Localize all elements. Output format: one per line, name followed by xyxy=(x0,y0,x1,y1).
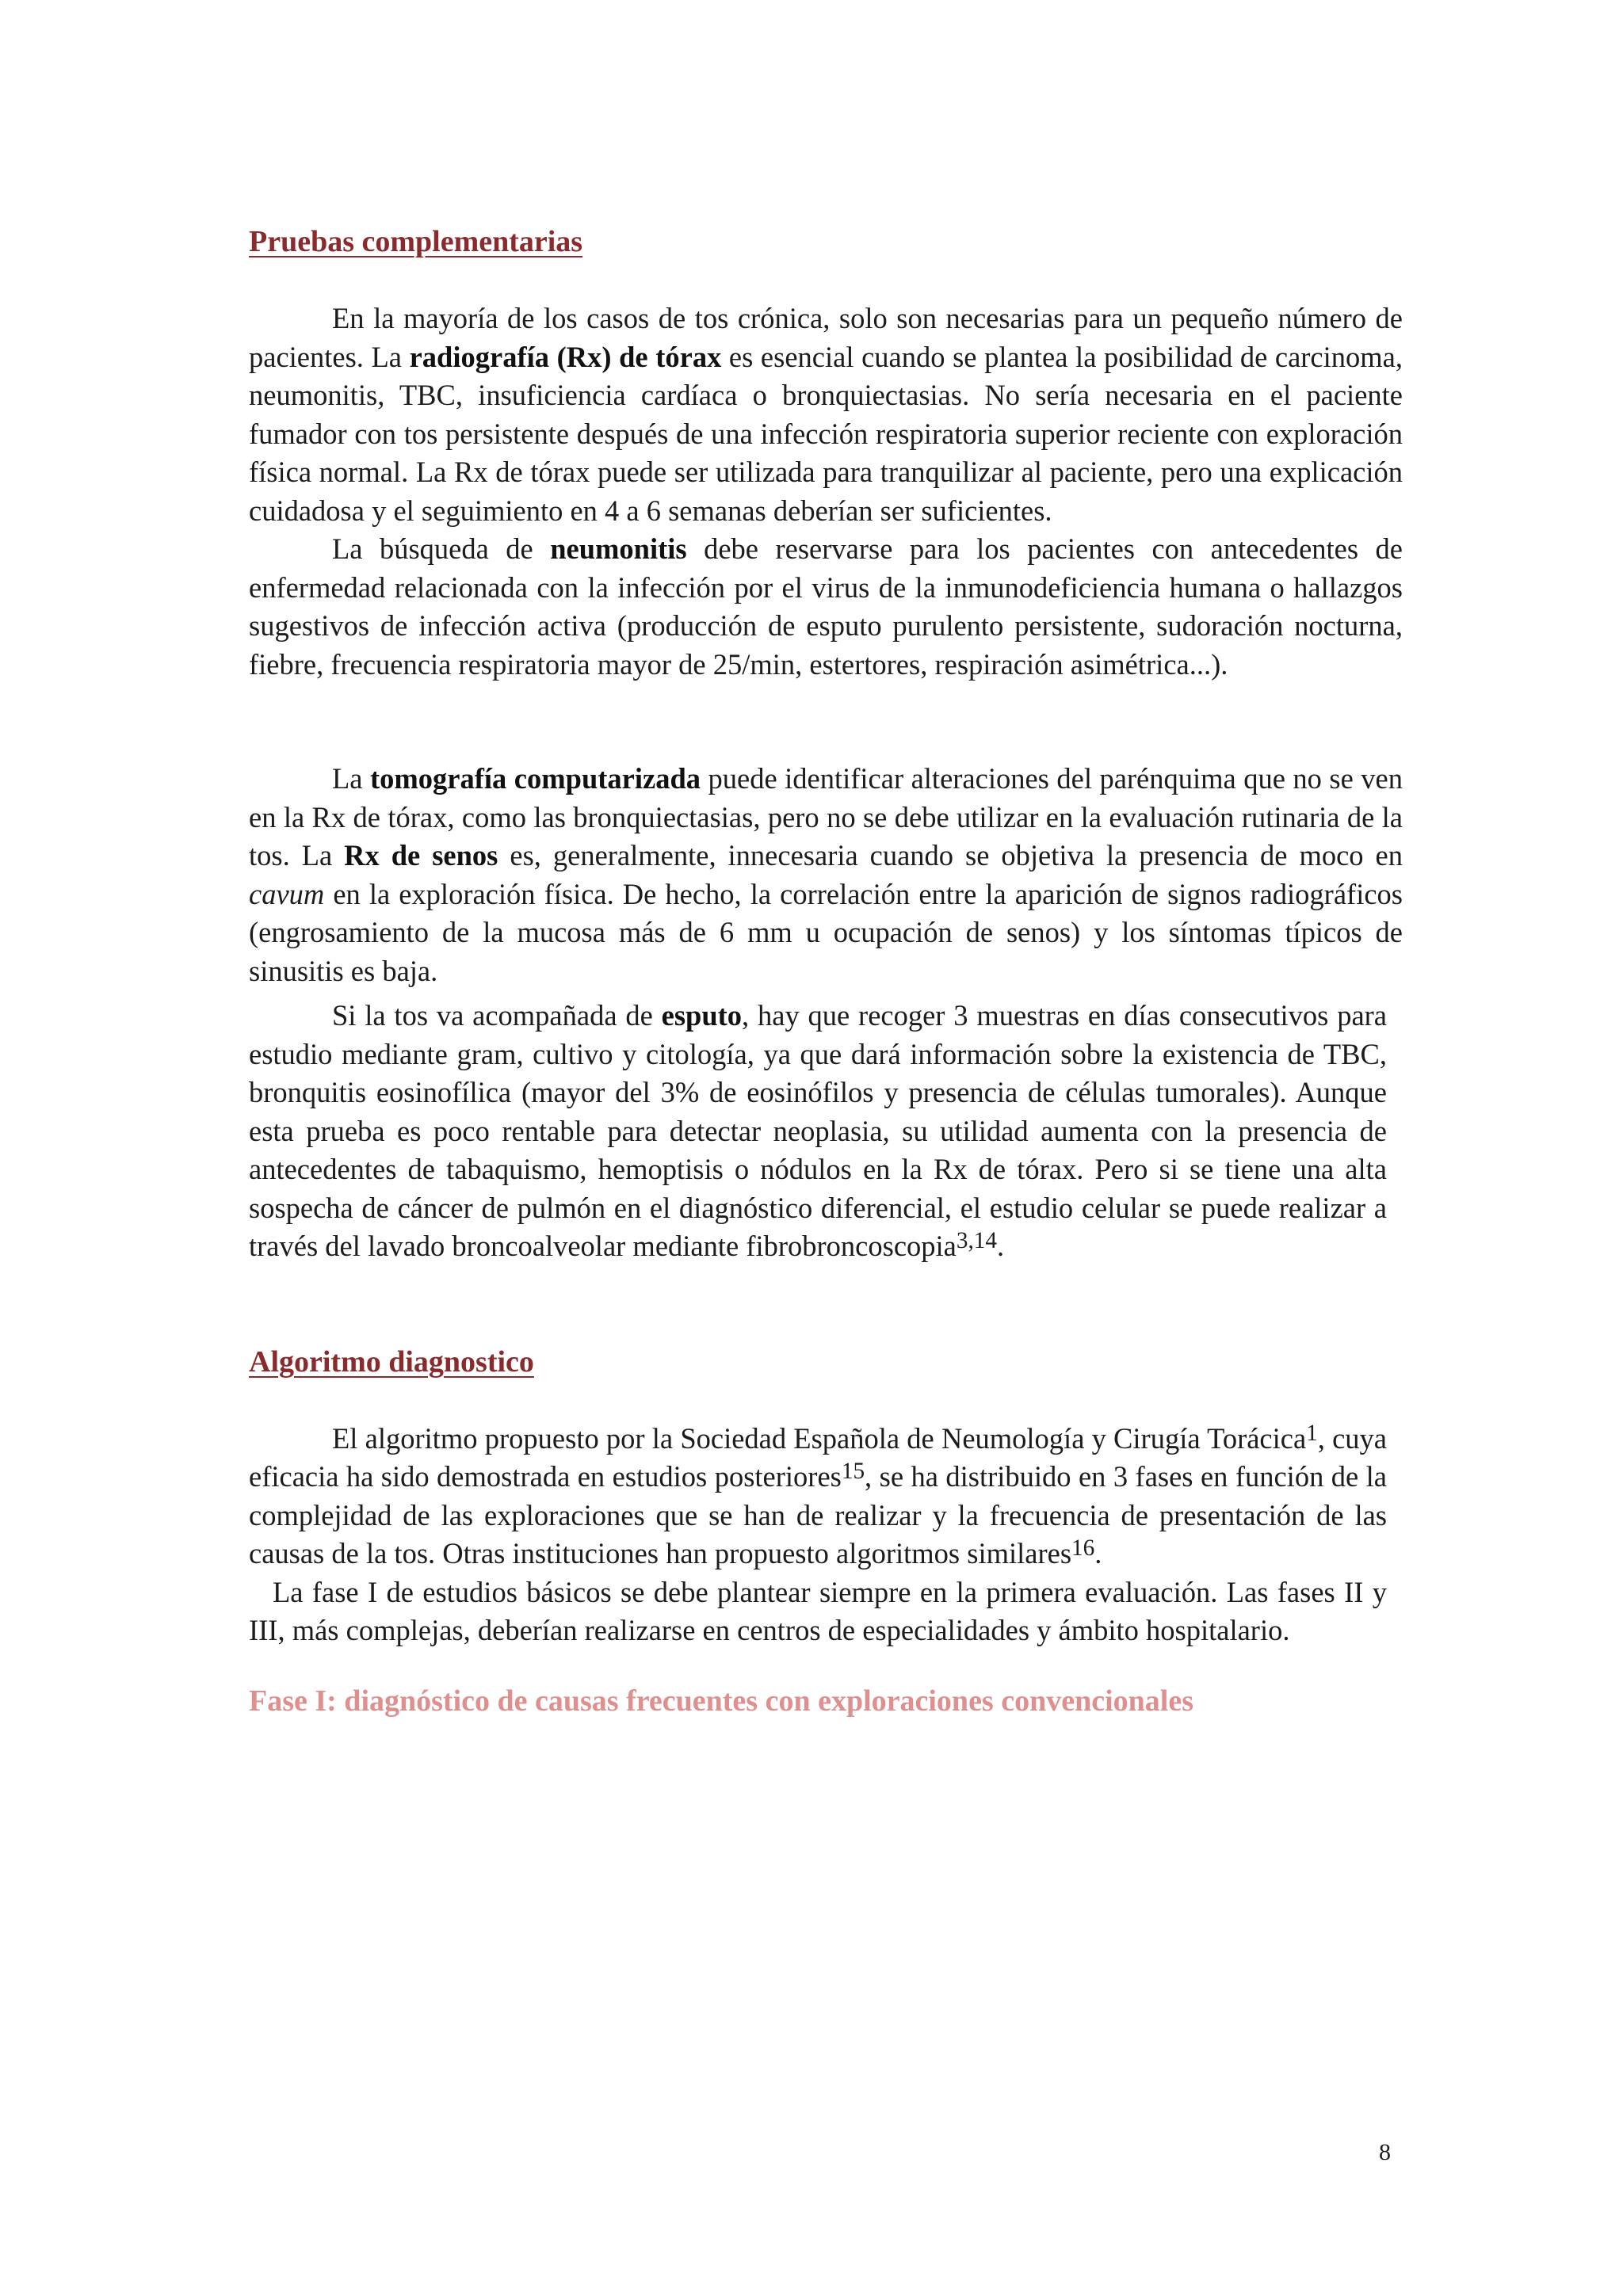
paragraph-radiografia xyxy=(249,299,1403,530)
text: Si la tos va acompañada de xyxy=(332,999,662,1032)
page-number: 8 xyxy=(1379,2139,1391,2165)
paragraph-neumonitis xyxy=(249,530,1403,684)
bold-term: esputo xyxy=(661,999,743,1032)
text: El algoritmo propuesto por la Sociedad Española de Neumología y Cirugía Torácica xyxy=(332,1421,1307,1455)
text: , cuya eficacia ha sido demostrada en estudios posteriores xyxy=(249,1421,1387,1493)
bold-term: Rx de senos xyxy=(344,839,498,871)
page-content xyxy=(249,222,1403,1720)
citation: 1 xyxy=(1306,1420,1318,1446)
text: La xyxy=(332,762,370,795)
paragraph-esputo xyxy=(249,997,1387,1266)
text: puede identificar alteraciones del parénquima que no se ven en la Rx de tórax, como las bronquiectasias, pero no se debe utilizar en la evaluación rutinaria de la tos. La xyxy=(249,762,1403,871)
subheading-fase-1: Fase I: diagnóstico de causas frecuentes con exploraciones convencionales xyxy=(249,1684,1193,1718)
text: , se ha distribuido en 3 fases en función de la complejidad de las exploraciones que se han de realizar y la frecuencia de presentación de las causas de la tos. Otras instituciones han propuesto algoritmos similares xyxy=(249,1460,1387,1569)
text: La búsqueda de xyxy=(332,532,551,565)
text: en la exploración física. De hecho, la correlación entre la aparición de signos radiográficos (engrosamiento de la mucosa más de 6 mm u ocupación de senos) y los síntomas típicos de sinusitis es baja. xyxy=(249,877,1403,987)
paragraph-tomografia xyxy=(249,760,1403,990)
text: es esencial cuando se plantea la posibilidad de carcinoma, neumonitis, TBC, insuficiencia cardíaca o bronquiectasias. No sería necesaria en el paciente fumador con tos persistente después de una infección respiratoria superior reciente con exploración física normal. La Rx de tórax puede ser utilizada para tranquilizar al paciente, pero una explicación cuidadosa y el seguimiento en 4 a 6 semanas deberían ser suficientes. xyxy=(249,340,1403,527)
text: , hay que recoger 3 muestras en días consecutivos para estudio mediante gram, cultivo y citología, ya que dará información sobre la existencia de TBC, bronquitis eosinofílica (mayor del 3% de eosinófilos y presencia de células tumorales). Aunque esta prueba es poco rentable para detectar neoplasia, su utilidad aumenta con la presencia de antecedentes de tabaquismo, hemoptisis o nódulos en la Rx de tórax. Pero si se tiene una alta sospecha de cáncer de pulmón en el diagnóstico diferencial, el estudio celular se puede realizar a través del lavado broncoalveolar mediante fibrobroncoscopia xyxy=(249,999,1387,1262)
heading-pruebas-complementarias: Pruebas complementarias xyxy=(249,225,583,258)
bold-term: radiografía (Rx) de tórax xyxy=(409,340,722,373)
paragraph-fases: La fase I de estudios básicos se debe plantear siempre en la primera evaluación. Las fases II y III, más complejas, deberían realizarse en centros de especialidades y ámbito hospitalario. xyxy=(249,1575,1387,1646)
text: En la mayoría de los casos de tos crónica, solo son necesarias para un pequeño número de pacientes. La xyxy=(249,302,1403,373)
heading-algoritmo-diagnostico: Algoritmo diagnostico xyxy=(249,1344,534,1379)
text: . xyxy=(996,1230,1005,1262)
citation: 16 xyxy=(1071,1535,1095,1561)
bold-term: neumonitis xyxy=(550,532,687,565)
paragraph-algoritmo xyxy=(249,1420,1387,1573)
bold-term: tomografía computarizada xyxy=(370,762,701,795)
italic-term: cavum xyxy=(249,877,325,910)
text: . xyxy=(1094,1537,1102,1569)
citation: 15 xyxy=(841,1458,865,1484)
text: es, generalmente, innecesaria cuando se objetiva la presencia de moco en xyxy=(498,839,1403,871)
citation: 3,14 xyxy=(956,1227,997,1253)
text: debe reservarse para los pacientes con antecedentes de enfermedad relacionada con la infección por el virus de la inmunodeficiencia humana o hallazgos sugestivos de infección activa (producción de esputo purulento persistente, sudoración nocturna, fiebre, frecuencia respiratoria mayor de 25/min, estertores, respiración asimétrica...). xyxy=(249,532,1403,681)
